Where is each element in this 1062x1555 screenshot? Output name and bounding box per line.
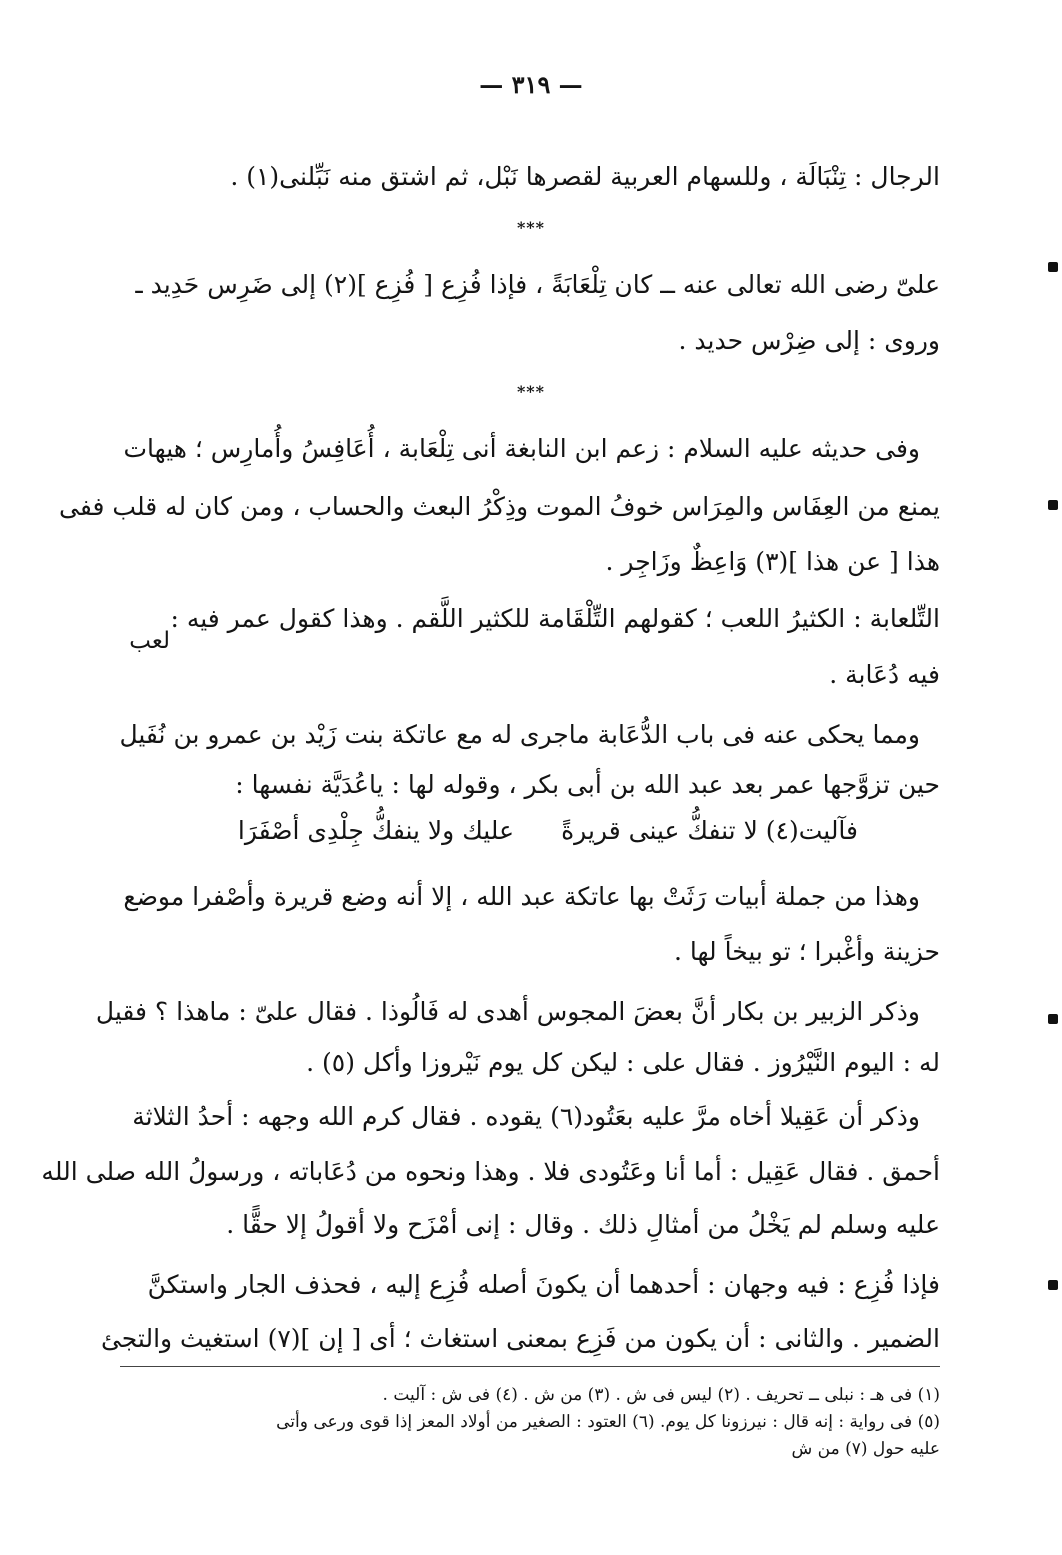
edge-mark (1048, 262, 1058, 272)
text-line: حزينة وأغْبرا ؛ تو بيخاً لها . (674, 937, 940, 966)
paragraph-line: وذكر أن عَقِيلا أخاه مرَّ عليه بعَتُود(٦) يقوده . فقال كرم الله وجهه : أحدُ الثلاثة (132, 1102, 920, 1131)
text-line: حين تزوَّجها عمر بعد عبد الله بن أبى بكر ، وقوله لها : ياعُدَيَّة نفسها : (235, 770, 940, 799)
paragraph-line: وذكر الزبير بن بكار أنَّ بعضَ المجوس أهدى له فَالُوذا . فقال علىّ : ماهذا ؟ فقيل (95, 997, 920, 1026)
footnote-divider (120, 1366, 940, 1367)
edge-mark (1048, 500, 1058, 510)
section-separator: *** (516, 218, 546, 237)
footnote-line: عليه حول (٧) من ش (791, 1439, 940, 1459)
paragraph-line: وهذا من جملة أبيات رَثَتْ بها عاتكة عبد الله ، إلا أنه وضع قريرة وأصْفرا موضع (123, 882, 920, 911)
paragraph-line: ومما يحكى عنه فى باب الدُّعَابة ماجرى له مع عاتكة بنت زَيْد بن عمرو بن نُفَيل (119, 720, 920, 749)
paragraph-line: وفى حديثه عليه السلام : زعم ابن النابغة أنى تِلْعَابة ، أُعَافِسُ وأُمارِس ؛ هيهات (123, 434, 920, 463)
verse-hemistich-first: فآليت(٤) لا تنفكُّ عينى قريرةً (561, 816, 858, 845)
text-line: وروى : إلى ضِرْس حديد . (678, 326, 940, 355)
text-line: الرجال : تِنْبَالَة ، وللسهام العربية لقصرها نَبْل، ثم اشتق منه نَبِّلنى(١) . (230, 162, 940, 191)
text-line: هذا [ عن هذا ](٣) وَاعِظٌ وزَاجِر . (605, 547, 940, 576)
section-separator: *** (516, 382, 546, 401)
text-line: أحمق . فقال عَقِيل : أما أنا وعَتُودى فلا . وهذا ونحوه من دُعَاباته ، ورسولُ الله صلى الله (41, 1157, 940, 1186)
text-line: فيه دُعَابة . (829, 660, 940, 689)
text-line: يمنع من العِفَاس والمِرَاس خوفُ الموت وذِكْرُ البعث والحساب ، ومن كان له قلب ففى (59, 492, 940, 521)
margin-headword: لعب (129, 628, 170, 654)
text-line: فإذا فُزِع : فيه وجهان : أحدهما أن يكونَ أصله فُزِع إليه ، فحذف الجار واستكنَّ (147, 1270, 940, 1299)
text-line: عليه وسلم لم يَخْلُ من أمثالِ ذلك . وقال : إنى أمْزَح ولا أقولُ إلا حقًّا . (226, 1210, 940, 1239)
edge-mark (1048, 1014, 1058, 1024)
text-line: التِّلعابة : الكثيرُ اللعب ؛ كقولهم التِّلْقَامة للكثير اللَّقم . وهذا كقول عمر فيه : (170, 604, 940, 633)
text-line: الضمير . والثانى : أن يكون من فَزِع بمعنى استغاث ؛ أى [ إن ](٧) استغيث والتجئ (100, 1324, 940, 1353)
text-line: له : اليوم النَّيْرُوز . فقال على : ليكن كل يوم نَيْروزا وأكل (٥) . (306, 1048, 940, 1077)
verse-hemistich-second: عليك ولا ينفكُّ جِلْدِى أصْفَرَا (237, 816, 514, 845)
edge-mark (1048, 1280, 1058, 1290)
footnote-line: (١) فى هـ : نبلى ــ تحريف . (٢) ليس فى ش . (٣) من ش . (٤) فى ش : آليت . (382, 1385, 940, 1405)
footnote-line: (٥) فى رواية : إنه قال : نيرزونا كل يوم. (٦) العتود : الصغير من أولاد المعز إذا قوى ورعى وأتى (276, 1412, 940, 1432)
page-number: — ٣١٩ — (479, 70, 583, 99)
text-line: علىّ رضى الله تعالى عنه ــ كان تِلْعَابَةً ، فإذا فُزِع [ فُزِع ](٢) إلى ضَرِس حَدِيد ـ (135, 270, 940, 299)
